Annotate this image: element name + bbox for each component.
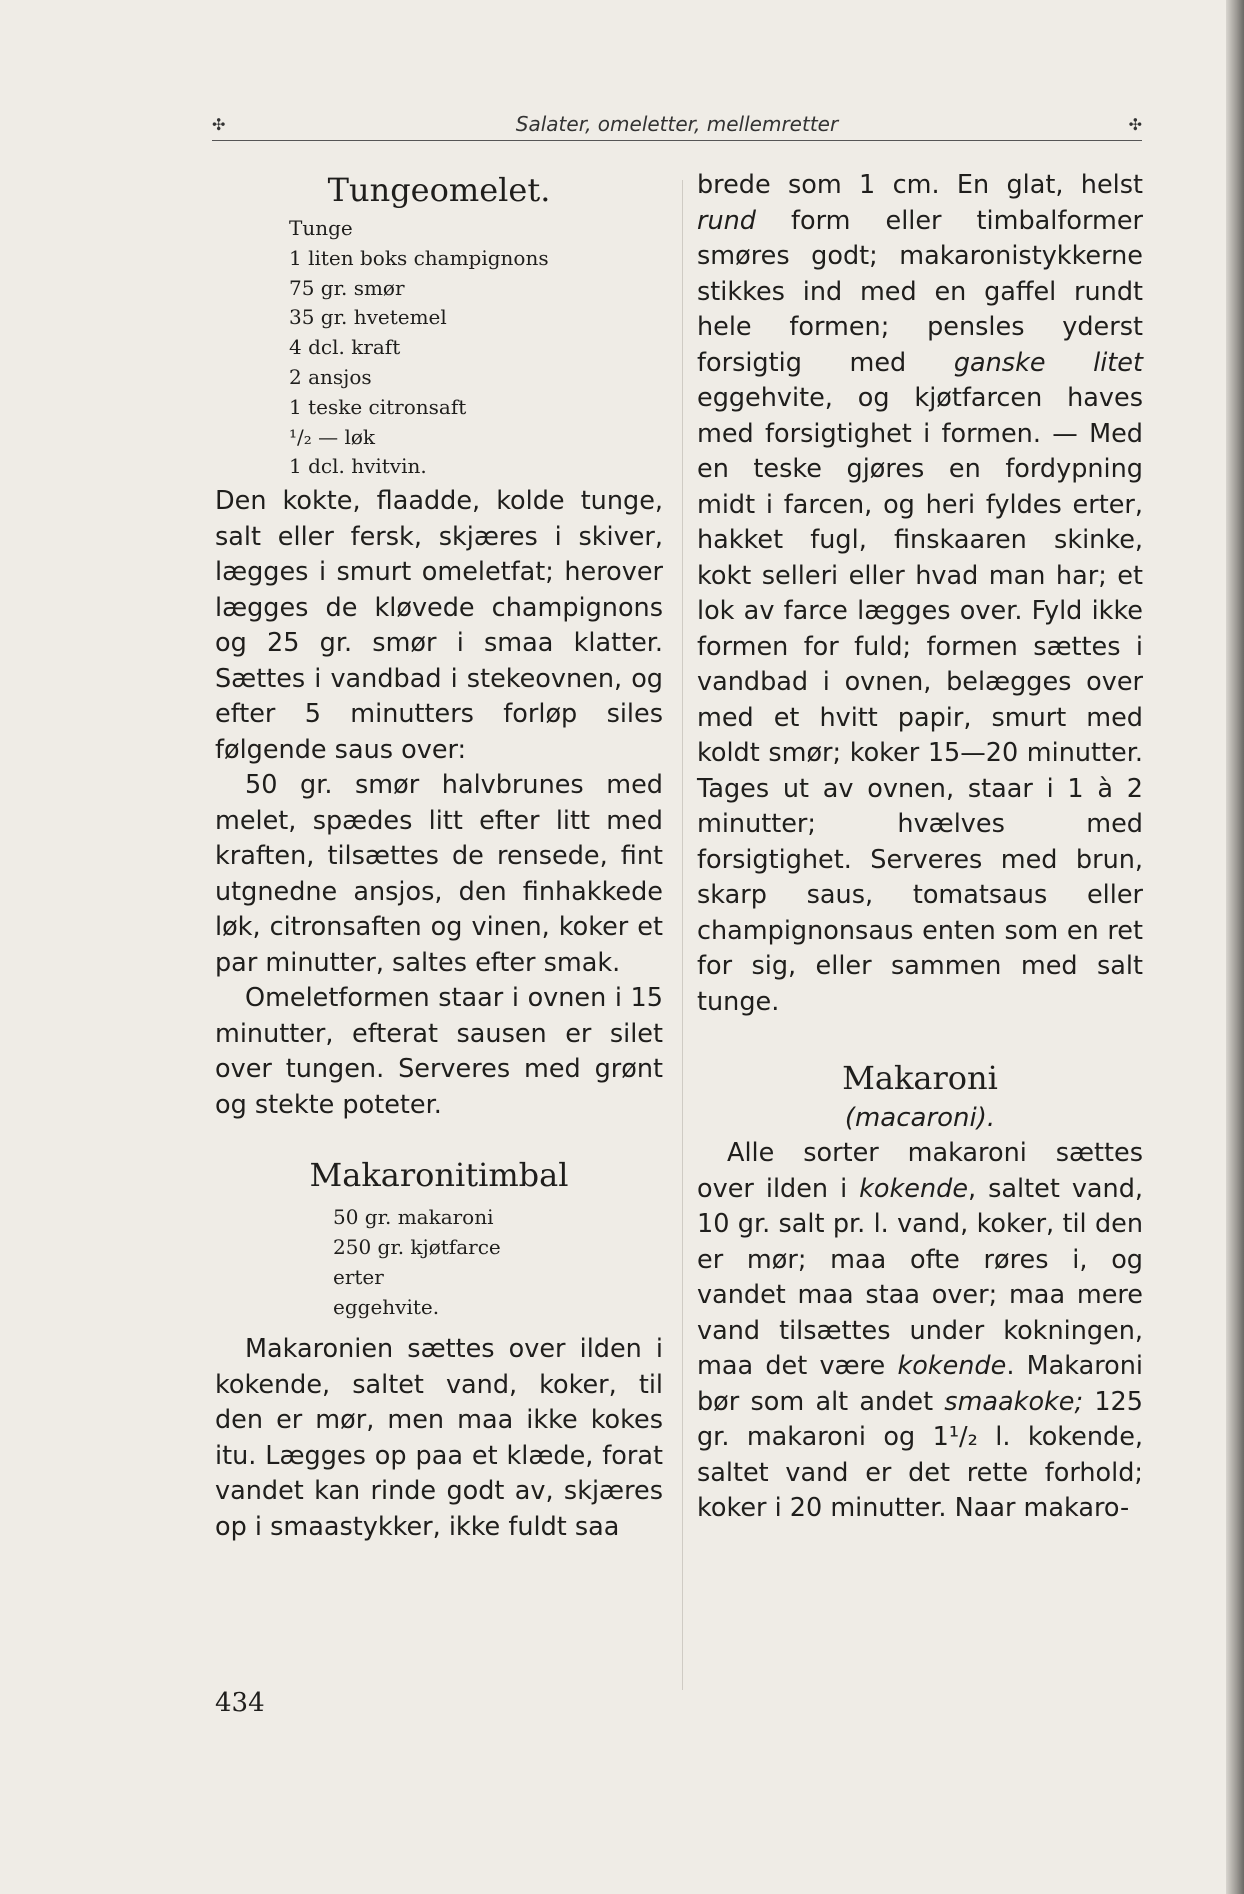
ingredient-item: ¹/₂ — løk [289,424,376,449]
right-column [697,168,1143,1527]
spacer [697,1020,1143,1056]
text-run: eggehvite, og kjøtfarcen haves med forsigtighet i formen. — Med en teske gjøres en fordypning midt i farcen, og heri fyldes erter, hakket fugl, finskaaren skinke, kokt selleri eller hvad man har; et lok av farce lægges over. Fyld ikke formen for fuld; formen sættes i vandbad i ovnen, belægges over med et hvitt papir, smurt med koldt smør; koker 15—20 minutter. Tages ut av ovnen, staar i 1 à 2 minutter; hvælves med forsigtighet. Serveres med brun, skarp saus, tomatsaus eller champignonsaus enten som en ret for sig, eller sammen med salt tunge. [697,383,1143,1017]
body-paragraph: Makaronien sættes over ilden i kokende, saltet vand, koker, til den er mør, men maa ikke kokes itu. Lægges op paa et klæde, forat vandet kan rinde godt av, skjæres op i smaastykker, ikke fuldt saa [215,1334,663,1542]
text-run: 125 gr. makaroni og 1¹/₂ l. kokende, saltet vand er det rette forhold; koker i 20 minutter. Naar makaro- [697,1386,1143,1523]
ingredient-item: 75 gr. smør [289,275,405,300]
book-spine-shadow [1226,0,1244,1894]
ornament-right-icon: ✣ [1128,114,1142,134]
ingredient-item: 1 liten boks champignons [289,245,549,270]
text-run: , saltet vand, 10 gr. salt pr. l. vand, koker, til den er mør; maa ofte røres i, og vandet maa staa over; maa mere vand tilsættes under kokningen, maa det være [697,1173,1143,1381]
left-column [215,168,663,1545]
text-run: brede som 1 cm. En glat, helst [697,170,1143,200]
emphasis: rund [697,205,756,236]
body-paragraph: Den kokte, flaadde, kolde tunge, salt eller fersk, skjæres i skiver, lægges i smurt omeletfat; herover lægges de kløvede champignons og 25 gr. smør i smaa klatter. Sættes i vandbad i stekeovnen, og efter 5 minutters forløp siles følgende saus over: [215,486,663,765]
recipe-title-makaroni: Makaroni [842,1059,998,1097]
running-header [212,108,1142,141]
recipe-title-makaronitimbal: Makaronitimbal [309,1156,569,1195]
running-title: Salater, omeletter, mellemretter [515,112,839,136]
spacer [215,1123,663,1153]
ingredient-item: 35 gr. hvetemel [289,305,447,330]
emphasis: smaakoke; [944,1386,1084,1417]
ingredient-item: 250 gr. kjøtfarce [333,1234,501,1259]
ingredient-item: 50 gr. makaroni [333,1205,494,1230]
text-run: form eller timbalformer smøres godt; makaronistykkerne stikkes ind med en gaffel rundt hele formen; pensles yderst forsigtig med [697,205,1143,378]
page-number: 434 [215,1688,265,1718]
ingredient-item: eggehvite. [333,1294,440,1319]
body-paragraph: Omeletformen staar i ovnen i 15 minutter, efterat sausen er silet over tungen. Serveres med grønt og stekte poteter. [215,983,663,1120]
body-paragraph [697,168,1143,1020]
ingredient-item: 2 ansjos [289,364,372,389]
column-divider [682,180,683,1690]
body-paragraph: 50 gr. smør halvbrunes med melet, spædes litt efter litt med kraften, tilsættes de rensede, fint utgnedne ansjos, den finhakkede løk, citronsaften og vinen, koker et par minutter, saltes efter smak. [215,770,663,978]
ornament-left-icon: ✣ [212,114,226,134]
emphasis: kokende [897,1351,1007,1381]
emphasis: ganske litet [953,347,1143,378]
recipe-title-tungeomelet: Tungeomelet. [327,171,551,209]
text-run: Alle sorter makaroni sættes over ilden i [697,1138,1143,1204]
text-run: . Makaroni bør som alt andet [697,1351,1144,1417]
emphasis: kokende [859,1173,969,1204]
ingredient-item: 1 dcl. hvitvin. [289,454,427,479]
ingredient-item: erter [333,1264,384,1289]
ingredient-item: Tunge [289,216,353,240]
ingredient-item: 1 teske citronsaft [289,394,467,419]
body-paragraph [697,1136,1143,1527]
ingredient-list-makaronitimbal [333,1203,663,1322]
ingredient-list-tungeomelet [289,214,663,482]
recipe-subtitle: (macaroni). [844,1103,996,1133]
ingredient-item: 4 dcl. kraft [289,335,401,360]
